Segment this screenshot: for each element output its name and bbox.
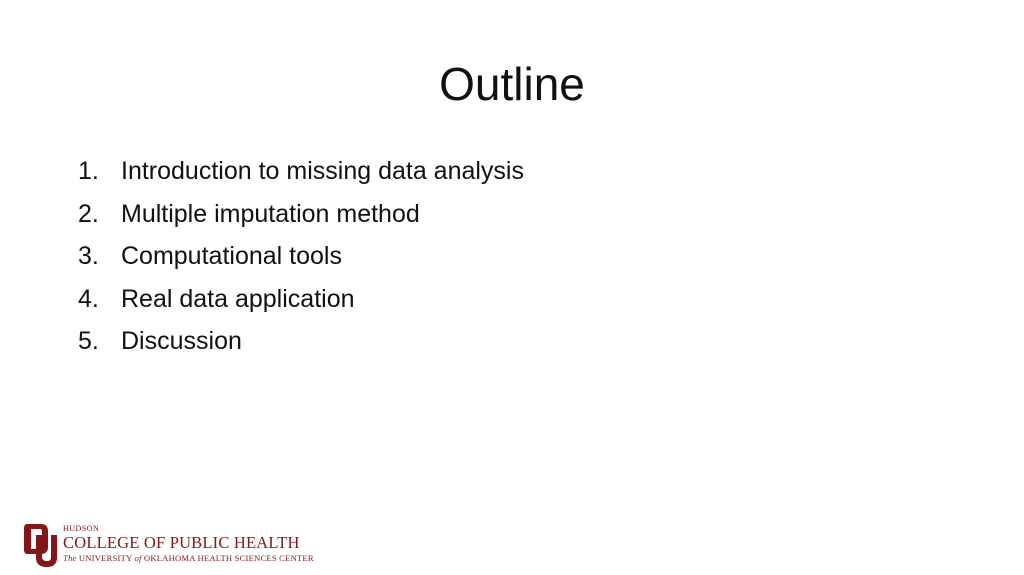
list-item-text: Real data application [121, 284, 355, 313]
list-item-text: Multiple imputation method [121, 199, 420, 228]
outline-list [78, 150, 524, 363]
ou-interlocking-logo-icon [24, 521, 58, 567]
logo-line-hudson: HUDSON [63, 524, 100, 534]
list-item-number: 2. [78, 199, 99, 228]
list-item-text: Computational tools [121, 242, 342, 270]
logo-of: of [134, 552, 142, 563]
list-item-number: 3. [78, 242, 99, 270]
list-item [78, 278, 524, 321]
list-item-text: Discussion [121, 327, 242, 355]
list-item [78, 150, 524, 193]
list-item-number: 5. [78, 327, 99, 355]
slide-title: Outline [439, 58, 585, 110]
logo-line-university [63, 554, 314, 563]
logo-university: UNIVERSITY [78, 552, 133, 563]
logo-line-college: COLLEGE OF PUBLIC HEALTH [63, 533, 300, 553]
logo-ouhsc: OKLAHOMA HEALTH SCIENCES CENTER [143, 552, 314, 563]
list-item [78, 235, 524, 278]
list-item-number: 1. [78, 157, 99, 185]
list-item-text: Introduction to missing data analysis [121, 157, 524, 185]
logo-text [63, 525, 314, 562]
list-item-number: 4. [78, 284, 99, 313]
list-item [78, 320, 524, 363]
college-logo [24, 521, 314, 567]
list-item [78, 193, 524, 236]
logo-the: The [63, 552, 77, 563]
